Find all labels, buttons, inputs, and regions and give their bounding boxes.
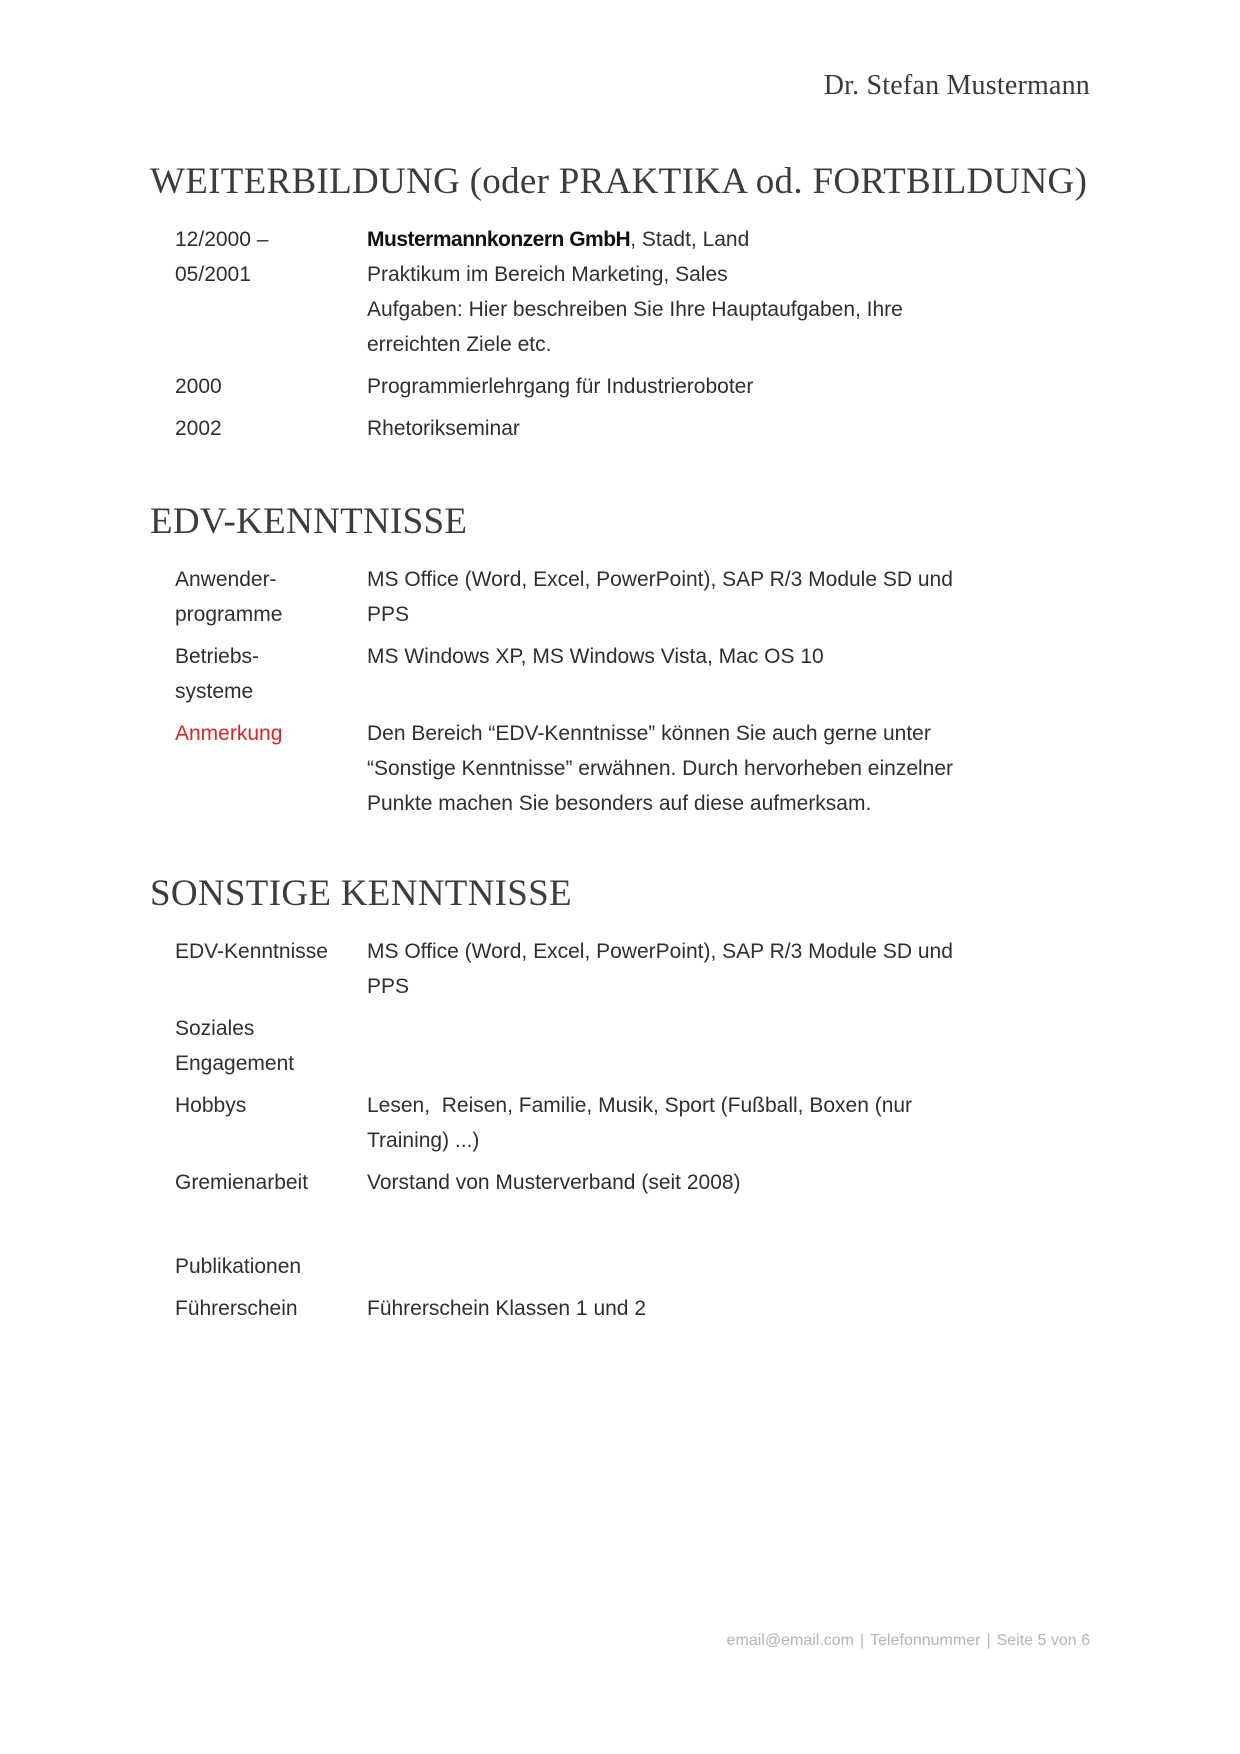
date-line: 05/2001 xyxy=(175,263,251,286)
label-line: programme xyxy=(175,603,283,626)
company-location: , Stadt, Land xyxy=(630,228,750,251)
entry-label-note xyxy=(175,716,367,751)
content-line: Rhetorikseminar xyxy=(367,417,520,440)
header-name: Dr. Stefan Mustermann xyxy=(823,70,1090,101)
section-sonstige-kenntnisse xyxy=(150,872,1110,1333)
label-line: Anmerkung xyxy=(175,722,283,745)
entry-row xyxy=(150,1291,1110,1326)
section-title: WEITERBILDUNG (oder PRAKTIKA od. FORTBILDUNG) xyxy=(150,161,1088,202)
content-line: Programmierlehrgang für Industrieroboter xyxy=(367,375,754,398)
label-line: Führerschein xyxy=(175,1297,298,1320)
entry-row xyxy=(150,934,1110,1004)
section-title: SONSTIGE KENNTNISSE xyxy=(150,873,572,914)
entry-content xyxy=(367,1291,1017,1326)
entry-date xyxy=(175,411,367,446)
entry-list xyxy=(150,222,1110,446)
entry-label xyxy=(175,1249,367,1284)
section-title: EDV-KENNTNISSE xyxy=(150,501,468,542)
entry-label xyxy=(175,1165,367,1200)
label-line: Betriebs- xyxy=(175,645,260,668)
entry-content xyxy=(367,934,1017,1004)
content-line: Aufgaben: Hier beschreiben Sie Ihre Hauptaufgaben, Ihre xyxy=(367,298,903,321)
entry-label xyxy=(175,934,367,969)
content-line: MS Windows XP, MS Windows Vista, Mac OS 10 xyxy=(367,645,824,668)
label-line: Gremienarbeit xyxy=(175,1171,309,1194)
content-line: PPS xyxy=(367,603,410,626)
date-line: 2000 xyxy=(175,375,222,398)
content-line: MS Office (Word, Excel, PowerPoint), SAP R/3 Module SD und xyxy=(367,940,953,963)
entry-content xyxy=(367,369,1017,404)
footer-email: email@email.com xyxy=(726,1632,854,1649)
label-line: Publikationen xyxy=(175,1255,302,1278)
content-line: Führerschein Klassen 1 und 2 xyxy=(367,1297,646,1320)
entry-content xyxy=(367,639,1017,674)
entry-row xyxy=(150,369,1110,404)
date-line: 12/2000 – xyxy=(175,228,269,251)
section-weiterbildung xyxy=(150,160,1110,453)
entry-row xyxy=(150,1165,1110,1200)
entry-label xyxy=(175,1088,367,1123)
footer-separator: | xyxy=(860,1632,865,1649)
label-line: systeme xyxy=(175,680,254,703)
content-line: Den Bereich “EDV-Kenntnisse” können Sie auch gerne unter xyxy=(367,722,931,745)
content-line: Training) ...) xyxy=(367,1129,480,1152)
company-name: Mustermannkonzern GmbH xyxy=(367,228,631,251)
entry-content xyxy=(367,716,1017,821)
entry-date xyxy=(175,369,367,404)
label-line: Anwender- xyxy=(175,568,277,591)
section-edv-kenntnisse xyxy=(150,500,1110,828)
entry-label xyxy=(175,1011,367,1081)
content-line: “Sonstige Kenntnisse” erwähnen. Durch hervorheben einzelner xyxy=(367,757,954,780)
entry-label xyxy=(175,562,367,632)
footer-separator: | xyxy=(986,1632,991,1649)
content-line: Punkte machen Sie besonders auf diese aufmerksam. xyxy=(367,792,872,815)
footer-page-number: Seite 5 von 6 xyxy=(996,1632,1090,1649)
date-line: 2002 xyxy=(175,417,222,440)
entry-content xyxy=(367,411,1017,446)
content-line: Lesen, Reisen, Familie, Musik, Sport (Fußball, Boxen (nur xyxy=(367,1094,913,1117)
entry-row xyxy=(150,1011,1110,1081)
entry-row xyxy=(150,639,1110,709)
content-line: MS Office (Word, Excel, PowerPoint), SAP R/3 Module SD und xyxy=(367,568,953,591)
entry-date xyxy=(175,222,367,292)
entry-label xyxy=(175,639,367,709)
content-line: Praktikum im Bereich Marketing, Sales xyxy=(367,263,728,286)
label-line: Soziales xyxy=(175,1017,255,1040)
page-footer xyxy=(727,1632,1090,1650)
entry-content xyxy=(367,562,1017,632)
entry-label xyxy=(175,1291,367,1326)
entry-row xyxy=(150,222,1110,362)
footer-phone: Telefonnummer xyxy=(870,1632,981,1649)
entry-list xyxy=(150,562,1110,821)
entry-content xyxy=(367,222,1017,362)
content-line: PPS xyxy=(367,975,410,998)
entry-content xyxy=(367,1165,1017,1200)
entry-row xyxy=(150,562,1110,632)
label-line: Hobbys xyxy=(175,1094,247,1117)
entry-row xyxy=(150,1088,1110,1158)
content-line: Vorstand von Musterverband (seit 2008) xyxy=(367,1171,741,1194)
label-line: EDV-Kenntnisse xyxy=(175,940,328,963)
spacer xyxy=(150,1207,1110,1249)
entry-row xyxy=(150,411,1110,446)
label-line: Engagement xyxy=(175,1052,295,1075)
company-line xyxy=(367,222,1017,257)
content-line: erreichten Ziele etc. xyxy=(367,333,552,356)
entry-row xyxy=(150,1249,1110,1284)
entry-content xyxy=(367,1088,1017,1158)
entry-row xyxy=(150,716,1110,821)
entry-list xyxy=(150,934,1110,1326)
